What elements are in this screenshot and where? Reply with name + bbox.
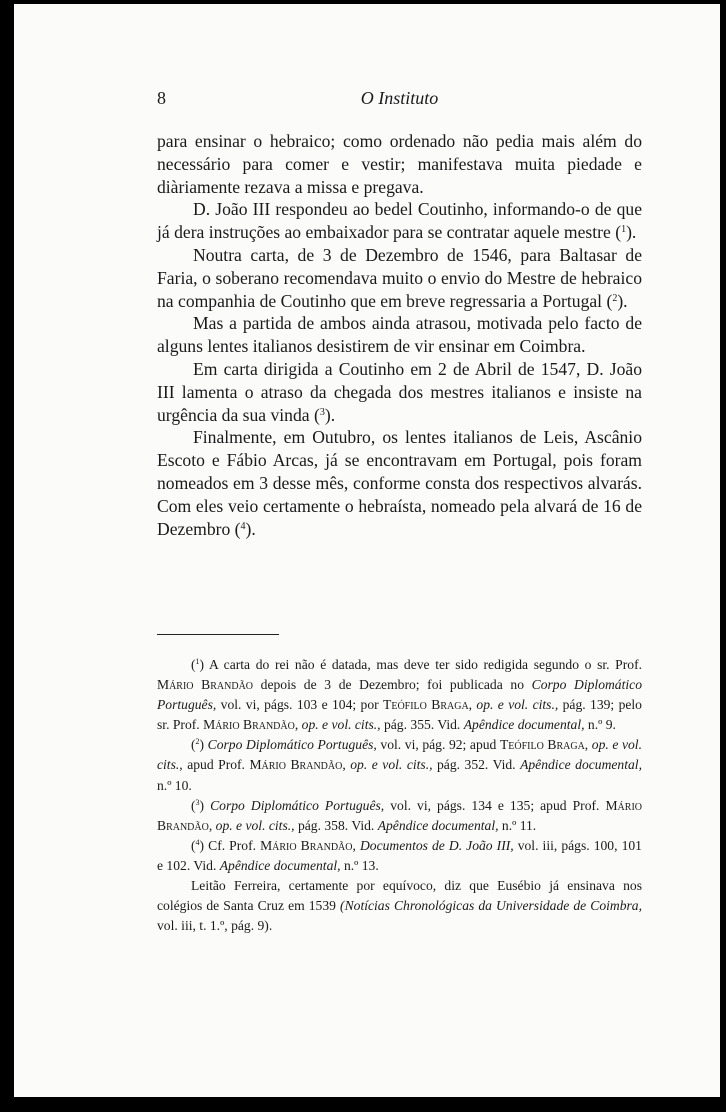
running-title: O Instituto <box>360 88 439 108</box>
footnote-4: ($^4$) Cf. Prof. Mário Brandão, Documentos de D. João III, vol. iii, págs. 100, 101 e 102. Vid. Apêndice documental, n.º 13. <box>157 837 642 873</box>
body-text <box>157 130 642 540</box>
footnote-3: ($^3$) Corpo Diplomático Português, vol. vi, págs. 134 e 135; apud Prof. Mário Brandão, op. e vol. cits., pág. 358. Vid. Apêndice documental, n.º 11. <box>157 797 642 833</box>
paragraph-2: D. João III respondeu ao bedel Coutinho, informando-o de que já dera instruções ao embaixador para se contratar aquele mestre ($^1$). <box>157 199 642 243</box>
paragraph-6: Finalmente, em Outubro, os lentes italianos de Leis, Ascânio Escoto e Fábio Arcas, já se encontravam em Portugal, pois foram nomeados em 3 desse mês, conforme consta dos respectivos alvarás. Com eles veio certamente o hebraísta, nomeado pela alvará de 16 de Dezembro ($^4$). <box>157 427 642 539</box>
page-header <box>157 88 642 112</box>
paragraph-3: Noutra carta, de 3 de Dezembro de 1546, para Baltasar de Faria, o soberano recomendava muito o envio do Mestre de hebraico na companhia de Coutinho que em breve regressaria a Portugal ($^2$). <box>157 244 642 311</box>
paragraph-5: Em carta dirigida a Coutinho em 2 de Abril de 1547, D. João III lamenta o atraso da chegada dos mestres italianos e insiste na urgência da sua vinda ($^3$). <box>157 358 642 425</box>
paragraph-4: Mas a partida de ambos ainda atrasou, motivada pelo facto de alguns lentes italianos desistirem de vir ensinar em Coimbra. <box>157 313 642 357</box>
page-number: 8 <box>157 88 166 108</box>
footnote-2: ($^2$) Corpo Diplomático Português, vol. vi, pág. 92; apud Teófilo Braga, op. e vol. cits., apud Prof. Mário Brandão, op. e vol. cits., pág. 352. Vid. Apêndice documental, n.º 10. <box>157 737 642 793</box>
footnotes <box>157 655 642 936</box>
footnote-ref-2: 2 <box>612 292 618 304</box>
footnote-separator <box>157 634 279 635</box>
footnote-ref-1: 1 <box>621 224 627 236</box>
footnote-4-continued: Leitão Ferreira, certamente por equívoco, diz que Eusébio já ensinava nos colégios de Santa Cruz em 1539 (Notícias Chronológicas da Universidade de Coimbra, vol. iii, t. 1.º, pág. 9). <box>157 878 643 934</box>
footnote-ref-4: 4 <box>240 520 246 532</box>
footnote-1: ($^1$) A carta do rei não é datada, mas deve ter sido redigida segundo o sr. Prof. Mário Brandão depois de 3 de Dezembro; foi publicada no Corpo Diplomático Português, vol. vi, págs. 103 e 104; por Teófilo Braga, op. e vol. cits., pág. 139; pelo sr. Prof. Mário Brandão, op. e vol. cits., pág. 355. Vid. Apêndice documental, n.º 9. <box>157 657 642 733</box>
footnote-ref-3: 3 <box>319 406 325 418</box>
paragraph-1: para ensinar o hebraico; como ordenado não pedia mais além do necessário para comer e vestir; manifestava muita piedade e diàriamente rezava a missa e pregava. <box>157 131 642 197</box>
